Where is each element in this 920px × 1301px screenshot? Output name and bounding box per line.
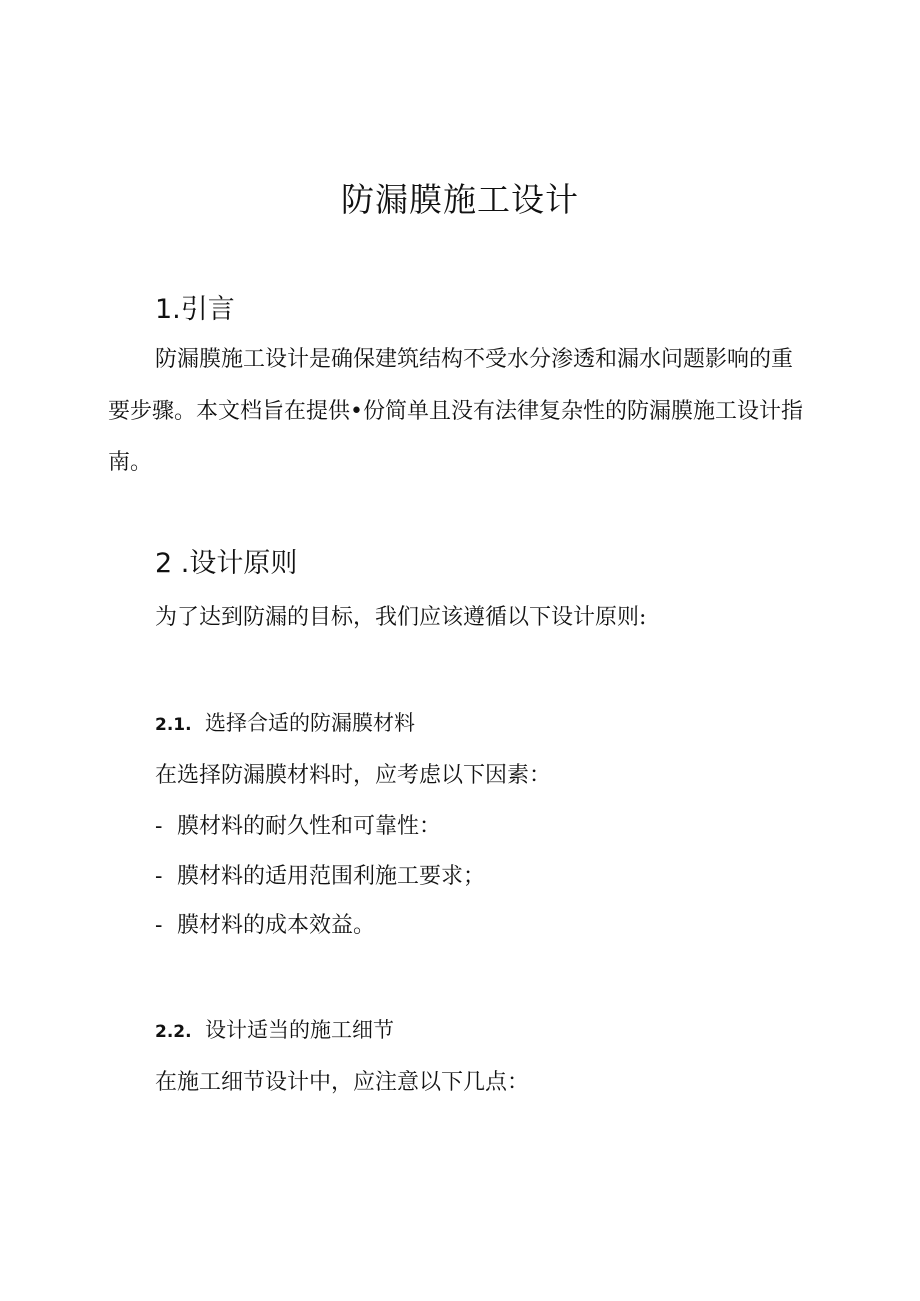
list-item: - 膜材料的适用范围利施工要求； <box>155 860 485 894</box>
design-principles-intro: 为了达到防漏的目标，我们应该遵循以下设计原则: <box>155 605 647 630</box>
bullet-dash: - <box>155 913 163 938</box>
subsection-number: 2.2. <box>155 1022 192 1042</box>
subsection-title: 设计适当的施工细节 <box>205 1018 394 1042</box>
subsection-heading-2-2 <box>155 1013 394 1049</box>
introduction-paragraph: 防漏膜施工设计是确保建筑结构不受水分渗透和漏水问题影响的重要步骤。本文档旨在提供•份简单且没有法律复杂性的防漏膜施工设计指南。 <box>108 347 803 475</box>
list-item: - 膜材料的耐久性和可靠性： <box>155 810 441 844</box>
bullet-dash: - <box>155 814 163 839</box>
section-heading-introduction: 1.引言 <box>155 294 235 325</box>
bullet-dash: - <box>155 864 163 889</box>
subsection-2-1-intro: 在选择防漏膜材料时，应考虑以下因素： <box>155 763 552 788</box>
page-title: 防漏膜施工设计 <box>341 180 579 219</box>
subsection-title: 选择合适的防漏膜材料 <box>205 711 415 735</box>
subsection-heading-2-1 <box>155 706 415 742</box>
list-item: - 膜材料的成本效益。 <box>155 909 375 943</box>
section-heading-design-principles: 2 .设计原则 <box>155 548 298 579</box>
subsection-number: 2.1. <box>155 715 192 735</box>
subsection-2-2-intro: 在施工细节设计中，应注意以下几点： <box>155 1070 530 1095</box>
